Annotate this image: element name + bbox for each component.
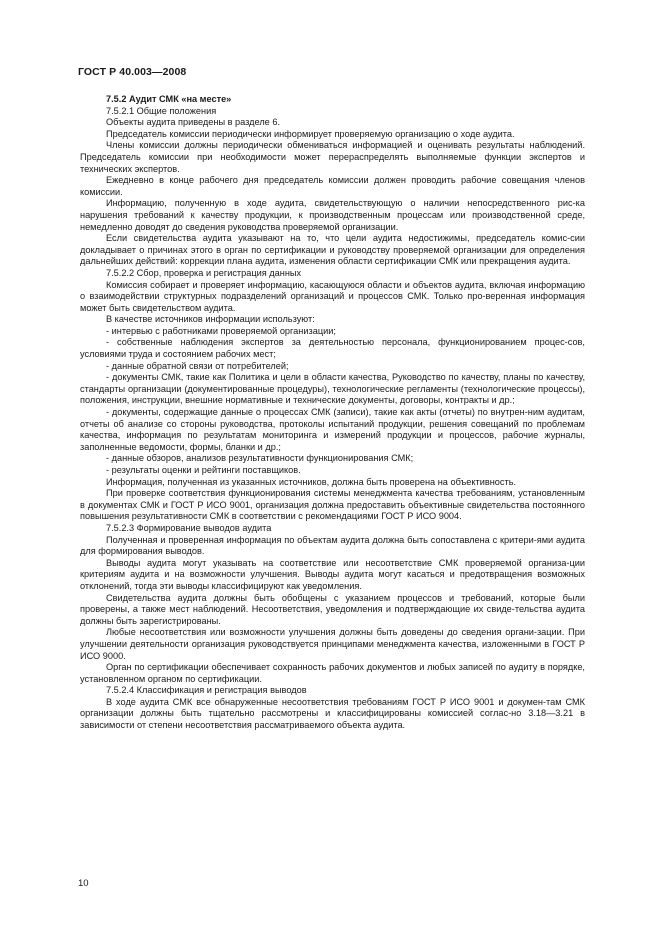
- subsection-heading: 7.5.2.1 Общие положения: [106, 105, 217, 116]
- list-item: - данные обзоров, анализов результативности функционирования СМК;: [106, 453, 414, 464]
- paragraph: В ходе аудита СМК все обнаруженные несоответствия требованиям ГОСТ Р ИСО 9001 и докумен-там СМК организации должны быть тщательно рассмотрены и классифицированы комиссией соглас-но 3.18—3.21 в зависимости от степени несоответствия рассматриваемого объекта аудита.: [80, 696, 585, 731]
- paragraph: Полученная и проверенная информация по объектам аудита должна быть сопоставлена с критери-ями аудита для формирования выводов.: [80, 534, 585, 557]
- paragraph: В качестве источников информации используют:: [106, 314, 315, 325]
- paragraph: Комиссия собирает и проверяет информацию, касающуюся области и объектов аудита, включая информацию о взаимодействии структурных подразделений организаций и процессов СМК. Только про-веренная информация может быть свидетельством аудита.: [80, 279, 585, 313]
- paragraph: Свидетельства аудита должны быть обобщены с указанием процессов и требований, которые были проверены, а также мест наблюдений. Несоответствия, уведомления и подтверждающие их свиде-тельства аудита должны быть зарегистрированы.: [80, 592, 585, 626]
- list-item: - результаты оценки и рейтинги поставщиков.: [106, 465, 301, 475]
- document-header: ГОСТ Р 40.003—2008: [78, 66, 187, 78]
- paragraph: Ежедневно в конце рабочего дня председатель комиссии должен проводить рабочие совещания членов комиссии.: [80, 175, 585, 197]
- list-item: - данные обратной связи от потребителей;: [106, 360, 289, 371]
- subsection-heading: 7.5.2.3 Формирование выводов аудита: [106, 522, 272, 533]
- page-number: 10: [78, 878, 89, 889]
- paragraph: Любые несоответствия или возможности улучшения должны быть доведены до сведения органи-зации. При улучшении деятельности организация руководствуется принципами менеджмента качества, изложенными в ГОСТ Р ИСО 9000.: [80, 627, 585, 661]
- paragraph: Орган по сертификации обеспечивает сохранность рабочих документов и любых записей по аудиту в порядке, установленном органом по сертификации.: [80, 662, 585, 684]
- list-item: - интервью с работниками проверяемой организации;: [106, 325, 336, 336]
- document-body: [80, 94, 585, 732]
- subsection-heading: 7.5.2.4 Классификация и регистрация выводов: [106, 685, 307, 696]
- section-heading: 7.5.2 Аудит СМК «на месте»: [106, 94, 232, 104]
- paragraph: Объекты аудита приведены в разделе 6.: [106, 117, 281, 128]
- paragraph: Информация, полученная из указанных источников, должна быть проверена на объективность.: [106, 476, 517, 487]
- list-item: - собственные наблюдения экспертов за деятельностью персонала, функционированием процес-сов, условиями труда и состоянием рабочих мест;: [80, 337, 585, 360]
- paragraph: Если свидетельства аудита указывают на то, что цели аудита недостижимы, председатель комис-сии докладывает о причинах этого в орган по сертификации и руководству проверяемой организации для определения дальнейших действий: коррекции плана аудита, изменения области сертификации СМК или прекращения аудита.: [80, 233, 585, 267]
- subsection-heading: 7.5.2.2 Сбор, проверка и регистрация данных: [106, 267, 302, 278]
- list-item: - документы СМК, такие как Политика и цели в области качества, Руководство по качеству, планы по качеству, стандарты организации (документированные процедуры), технологические регламенты (технологические процессы), положения, инструкции, внешние нормативные и технические документы, договоры, контракты и др.;: [80, 372, 585, 406]
- paragraph: Члены комиссии должны периодически обмениваться информацией и оценивать результаты наблюдений. Председатель комиссии при необходимости может перераспределять выполняемые функции экспертов и технических экспертов.: [80, 140, 585, 174]
- list-item: - документы, содержащие данные о процессах СМК (записи), такие как акты (отчеты) по внутрен-ним аудитам, отчеты об анализе со стороны руководства, протоколы испытаний продукции, решения совещаний по проблемам качества, информация по результатам мониторинга и измерений продукции и процессов, рабочие журналы, заполненные ведомости, формы, бланки и др.;: [80, 407, 585, 452]
- paragraph: При проверке соответствия функционирования системы менеджмента качества требованиям, установленным в документах СМК и ГОСТ Р ИСО 9001, организация должна предоставить объективные свидетельства постоянного повышения результативности СМК в соответствии с рекомендациями ГОСТ Р ИСО 9004.: [80, 488, 585, 522]
- paragraph: Председатель комиссии периодически информирует проверяемую организацию о ходе аудита.: [106, 128, 515, 139]
- paragraph: Выводы аудита могут указывать на соответствие или несоответствие СМК проверяемой организа-ции критериям аудита и на возможности улучшения. Выводы аудита могут касаться и предотвращения возможных отклонений, тогда эти выводы классифицируют как уведомления.: [80, 557, 585, 591]
- paragraph: Информацию, полученную в ходе аудита, свидетельствующую о наличии непосредственного рис-ка нарушения требований к качеству продукции, к производственным процессам или производственной среде, немедленно доводят до сведения руководства проверяемой организации.: [80, 198, 585, 232]
